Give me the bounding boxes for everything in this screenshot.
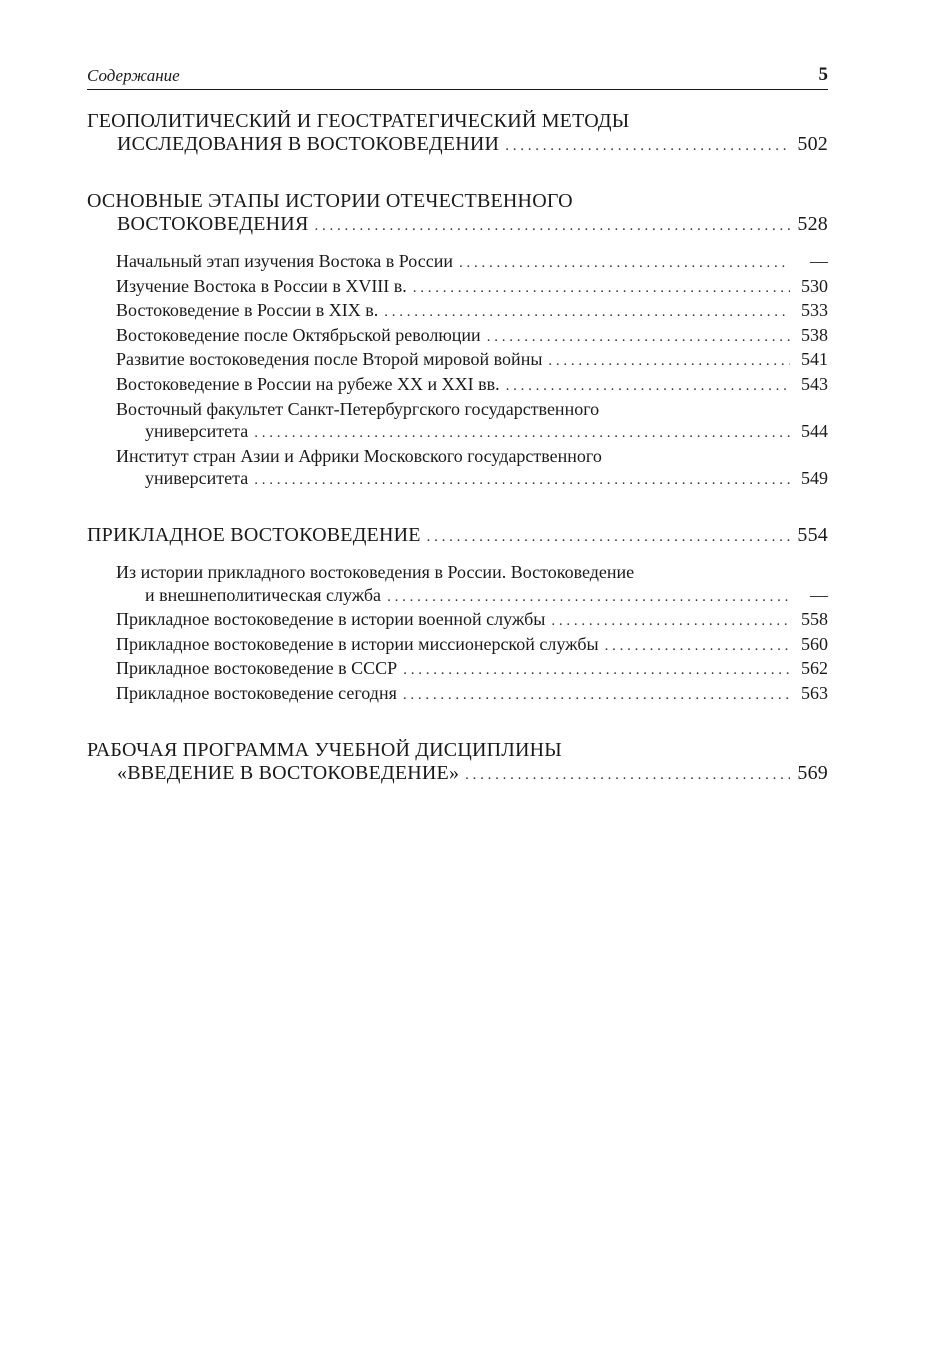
toc-entry-title: Начальный этап изучения Востока в России [116,251,453,271]
dot-leader [505,135,790,158]
toc-entry-title: «ВВЕДЕНИЕ В ВОСТОКОВЕДЕНИЕ» [117,761,460,784]
running-header [87,60,828,90]
table-of-contents [87,110,828,787]
dot-leader [403,684,790,707]
toc-entry-title-line: ОСНОВНЫЕ ЭТАПЫ ИСТОРИИ ОТЕЧЕСТВЕННОГО [87,190,573,212]
toc-entry-line [87,213,828,238]
dot-leader [384,301,790,324]
toc-page-number: 528 [797,213,828,235]
toc-entry-title: Востоковедение в России в XIX в. [116,300,379,321]
toc-entry-line [87,133,828,158]
toc-entry-line [87,524,828,549]
toc-section[interactable] [87,657,828,682]
toc-entry-title: университета [145,468,249,489]
toc-entry-title: Изучение Востока в России в XVIII в. [116,275,407,296]
toc-section[interactable] [87,445,828,492]
toc-section[interactable] [87,682,828,707]
toc-entry-line [87,420,828,445]
toc-entry-line [87,348,828,373]
toc-page-number: 530 [801,275,828,296]
toc-section[interactable] [87,324,828,349]
page [87,60,828,787]
toc-section[interactable] [87,250,828,275]
toc-chapter[interactable] [87,739,828,787]
toc-entry-title: ПРИКЛАДНОЕ ВОСТОКОВЕДЕНИЕ [87,523,421,546]
toc-page-number: — [810,251,828,271]
toc-entry-line [87,584,828,609]
toc-section[interactable] [87,561,828,608]
dot-leader [403,659,790,682]
dot-leader [465,764,790,787]
dot-leader [315,215,791,238]
toc-entry-line [87,633,828,658]
toc-entry-title-line: Восточный факультет Санкт-Петербургского государственного [116,398,600,419]
dot-leader [254,422,790,445]
toc-entry-title: университета [145,421,249,442]
toc-entry-line [87,299,828,324]
toc-page-number: 558 [801,609,828,630]
toc-entry-line [87,657,828,682]
toc-page-number: 543 [801,373,828,394]
toc-entry-title: Прикладное востоковедение в истории военной службы [116,609,546,630]
toc-entry-line [87,608,828,633]
toc-entry-line [87,250,828,275]
toc-page-number: 533 [801,300,828,321]
toc-entry-title: Востоковедение в России на рубеже XX и XXI вв. [116,373,500,394]
dot-leader [548,350,790,373]
toc-entry-title-line: Институт стран Азии и Африки Московского государственного [116,445,602,466]
toc-section[interactable] [87,299,828,324]
toc-section[interactable] [87,373,828,398]
running-title: Содержание [87,66,180,85]
toc-entry-title: ВОСТОКОВЕДЕНИЯ [117,213,309,235]
dot-leader [506,375,790,398]
toc-page-number: 560 [801,633,828,654]
toc-section[interactable] [87,633,828,658]
toc-page-number: 549 [801,468,828,489]
toc-entry-title-line: РАБОЧАЯ ПРОГРАММА УЧЕБНОЙ ДИСЦИПЛИНЫ [87,738,562,761]
toc-section[interactable] [87,398,828,445]
toc-entry-line [87,373,828,398]
toc-section[interactable] [87,348,828,373]
toc-entry-line [87,762,828,787]
dot-leader [427,526,790,549]
toc-entry-title: Прикладное востоковедение сегодня [116,682,397,703]
toc-page-number: 569 [797,761,828,784]
toc-chapter[interactable] [87,110,828,158]
dot-leader [387,586,790,609]
dot-leader [413,277,790,300]
toc-page-number: 502 [797,133,828,155]
toc-entry-line [87,682,828,707]
dot-leader [487,326,790,349]
toc-page-number: — [810,584,828,605]
toc-entry-title: Прикладное востоковедение в истории миссионерской службы [116,633,599,654]
toc-chapter[interactable] [87,524,828,549]
toc-entry-line [87,324,828,349]
toc-entry-title-line: ГЕОПОЛИТИЧЕСКИЙ И ГЕОСТРАТЕГИЧЕСКИЙ МЕТОДЫ [87,110,630,132]
dot-leader [605,635,790,658]
page-number: 5 [818,64,828,85]
toc-entry-line [87,467,828,492]
toc-page-number: 554 [797,523,828,546]
toc-entry-title: Развитие востоковедения после Второй мировой войны [116,349,543,370]
toc-entry-title-line: Из истории прикладного востоковедения в России. Востоковедение [116,561,635,582]
toc-page-number: 541 [801,349,828,370]
toc-entry-title: ИССЛЕДОВАНИЯ В ВОСТОКОВЕДЕНИИ [117,133,500,155]
toc-entry-title: Прикладное востоковедение в СССР [116,658,398,679]
toc-page-number: 563 [801,682,828,703]
toc-page-number: 544 [801,421,828,442]
toc-page-number: 538 [801,324,828,345]
toc-section[interactable] [87,608,828,633]
dot-leader [551,610,790,633]
dot-leader [459,252,790,275]
toc-entry-line [87,275,828,300]
toc-entry-title: Востоковедение после Октябрьской революции [116,324,481,345]
dot-leader [254,469,790,492]
toc-entry-title: и внешнеполитическая служба [145,584,382,605]
toc-section[interactable] [87,275,828,300]
toc-chapter[interactable] [87,190,828,238]
toc-page-number: 562 [801,658,828,679]
